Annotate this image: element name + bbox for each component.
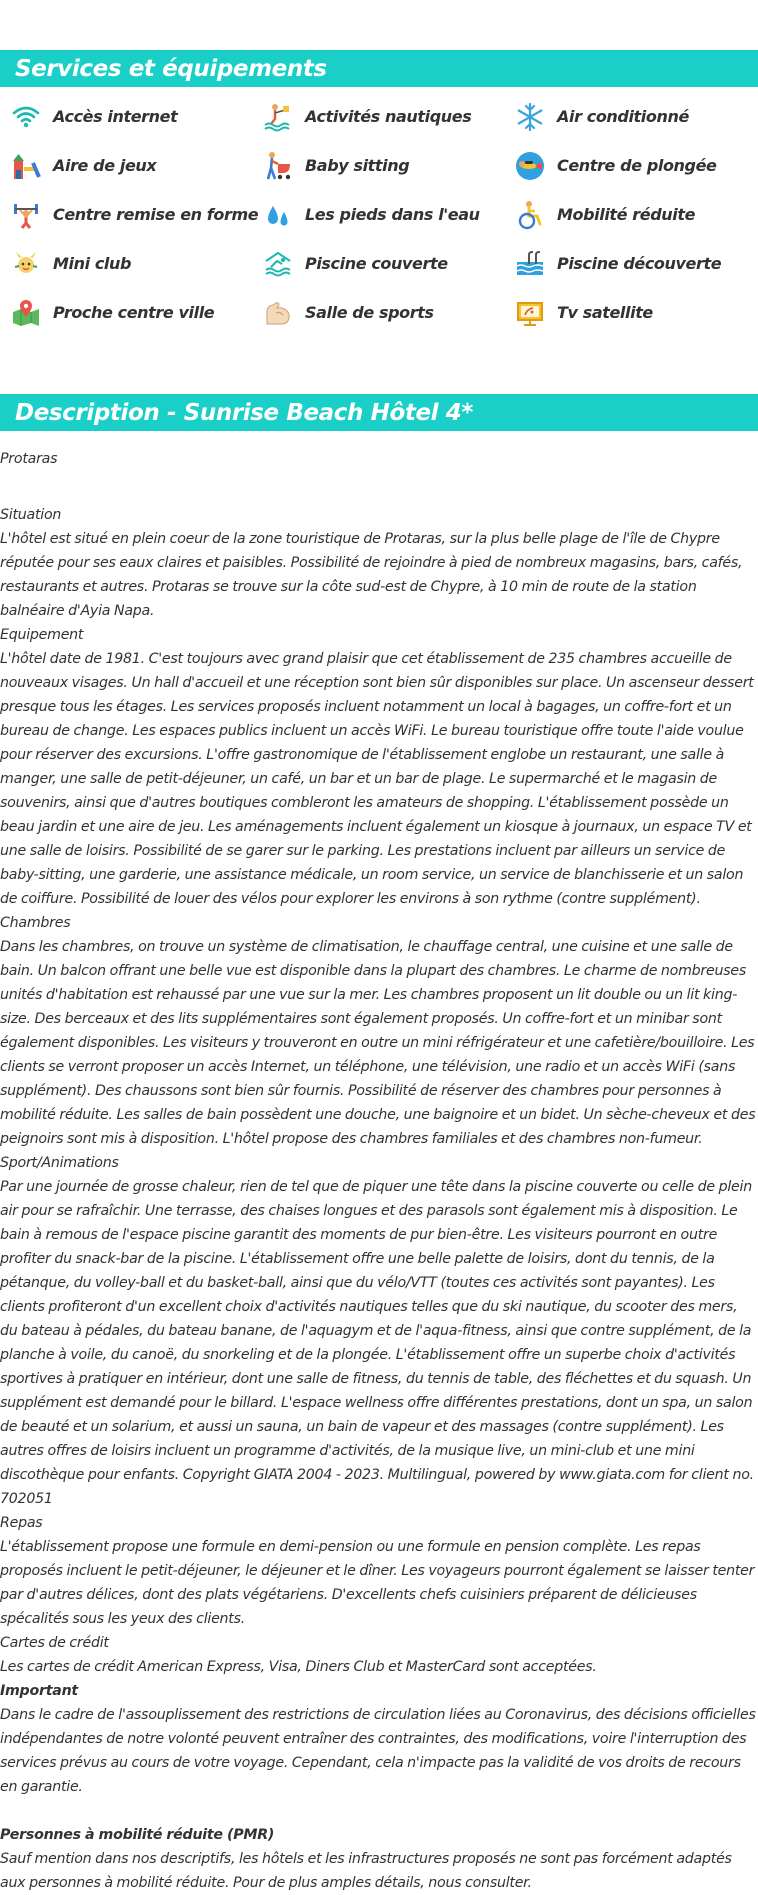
cartes-heading: Cartes de crédit (0, 1635, 109, 1651)
equipement-text: L'hôtel date de 1981. C'est toujours avec grand plaisir que cet établissement de 235 chambres accueille de nouveaux visages. Un hall d'accueil et une réception sont bien sûr disponibles sur place. Un ascenseur dessert presque tous les étages. Les services proposés incluent notamment un local à bagages, un coffre-fort et un bureau de change. Les espaces publics incluent un accès WiFi. Le bureau touristique offre toute l'aide voulue pour réserver des excursions. L'offre gastronomique de l'établissement englobe un restaurant, une salle à manger, une salle de petit-déjeuner, un café, un bar et un bar de plage. Le supermarché et le magasin de souvenirs, ainsi que d'autres boutiques combleront les amateurs de shopping. L'établissement possède un beau jardin et une aire de jeu. Les aménagements incluent également un kiosque à journaux, un espace TV et une salle de loisirs. Possibilité de se garer sur le parking. Les prestations incluent par ailleurs un service de baby-sitting, une garderie, une assistance médicale, un room service, un service de blanchisserie et un salon de coiffure. Possibilité de louer des vélos pour explorer les environs à son rythme (contre supplément). (0, 651, 754, 907)
service-label: Piscine couverte (305, 254, 448, 273)
service-label: Activités nautiques (305, 107, 472, 126)
service-item-mobilite-reduite (504, 197, 758, 232)
service-item-centre-de-plongee (504, 148, 758, 183)
fitness-icon (11, 200, 41, 230)
services-section-title: Services et équipements (0, 50, 758, 87)
repas-text: L'établissement propose une formule en demi-pension ou une formule en pension complète. Les repas proposés incluent le petit-déjeuner, le déjeuner et le dîner. Les voyageurs pourront également se laisser tenter par d'autres délices, dont des plats végétariens. D'excellents chefs cuisiniers préparent de délicieuses spécalités sous les yeux des clients. (0, 1539, 755, 1627)
situation-heading: Situation (0, 507, 62, 523)
situation-text: L'hôtel est situé en plein coeur de la zone touristique de Protaras, sur la plus belle plage de l'île de Chypre réputée pour ses eaux claires et paisibles. Possibilité de rejoindre à pied de nombreux magasins, bars, cafés, restaurants et autres. Protaras se trouve sur la côte sud-est de Chypre, à 10 min de route de la station balnéaire d'Ayia Napa. (0, 531, 743, 619)
location-text: Protaras (0, 451, 58, 467)
service-label: Tv satellite (557, 303, 653, 322)
wheelchair-icon (515, 200, 545, 230)
service-item-baby-sitting (252, 148, 504, 183)
service-item-air-conditionne (504, 99, 758, 134)
service-label: Mobilité réduite (557, 205, 696, 224)
important-heading: Important (0, 1683, 78, 1699)
water-activities-icon (263, 102, 293, 132)
service-item-aire-de-jeux (0, 148, 252, 183)
pmr-text: Sauf mention dans nos descriptifs, les hôtels et les infrastructures proposés ne sont pas forcément adaptés aux personnes à mobilité réduite. Pour de plus amples détails, nous consulter. (0, 1851, 732, 1891)
service-item-centre-remise-en-forme (0, 197, 259, 232)
service-label: Salle de sports (305, 303, 434, 322)
services-grid (0, 87, 758, 352)
description-body (0, 431, 758, 1895)
chambres-text: Dans les chambres, on trouve un système de climatisation, le chauffage central, une cuisine et une salle de bain. Un balcon offrant une belle vue est disponible dans la plupart des chambres. Le charme de nombreuses unités d'habitation est rehaussé par une vue sur la mer. Les chambres proposent un lit double ou un lit king-size. Des berceaux et des lits supplémentaires sont également proposés. Un coffre-fort et un minibar sont également disponibles. Les visiteurs y trouveront en outre un mini réfrigérateur et une cafetière/bouilloire. Les clients se verront proposer un accès Internet, un téléphone, une télévision, une radio et un accès WiFi (sans supplément). Des chaussons sont bien sûr fournis. Possibilité de réserver des chambres pour personnes à mobilité réduite. Les salles de bain possèdent une douche, une baignoire et un bidet. Un sèche-cheveux et des peignoirs sont mis à disposition. L'hôtel propose des chambres familiales et des chambres non-fumeur. (0, 939, 756, 1147)
map-pin-icon (11, 298, 41, 328)
service-label: Aire de jeux (53, 156, 157, 175)
outdoor-pool-icon (515, 249, 545, 279)
service-item-piscine-decouverte (504, 246, 758, 281)
spacer (0, 1799, 758, 1823)
tv-satellite-icon (515, 298, 545, 328)
service-item-acces-internet (0, 99, 252, 134)
chambres-heading: Chambres (0, 915, 71, 931)
service-item-tv-satellite (504, 295, 758, 330)
service-label: Proche centre ville (53, 303, 215, 322)
service-label: Air conditionné (557, 107, 689, 126)
spacer (0, 471, 758, 503)
service-label: Baby sitting (305, 156, 410, 175)
pmr-heading: Personnes à mobilité réduite (PMR) (0, 1827, 275, 1843)
service-label: Les pieds dans l'eau (305, 205, 480, 224)
diving-icon (515, 151, 545, 181)
service-label: Piscine découverte (557, 254, 722, 273)
service-item-salle-de-sports (252, 295, 504, 330)
equipement-heading: Equipement (0, 627, 84, 643)
stroller-icon (263, 151, 293, 181)
wifi-icon (11, 102, 41, 132)
cartes-text: Les cartes de crédit American Express, Visa, Diners Club et MasterCard sont acceptées. (0, 1659, 597, 1675)
mini-club-icon (11, 249, 41, 279)
gym-arm-icon (263, 298, 293, 328)
important-text: Dans le cadre de l'assouplissement des restrictions de circulation liées au Coronavirus, des décisions officielles indépendantes de notre volonté peuvent entraîner des contraintes, des modifications, voire l'interruption des services prévus au cours de votre voyage. Cependant, cela n'impacte pas la validité de vos droits de recours en garantie. (0, 1707, 756, 1795)
service-item-mini-club (0, 246, 252, 281)
water-drops-icon (263, 200, 293, 230)
playground-icon (11, 151, 41, 181)
service-label: Mini club (53, 254, 132, 273)
repas-heading: Repas (0, 1515, 43, 1531)
sport-heading: Sport/Animations (0, 1155, 119, 1171)
indoor-pool-icon (263, 249, 293, 279)
service-item-les-pieds-dans-l-eau (252, 197, 504, 232)
service-item-activites-nautiques (252, 99, 504, 134)
sport-text: Par une journée de grosse chaleur, rien de tel que de piquer une tête dans la piscine couverte ou celle de plein air pour se rafraîchir. Une terrasse, des chaises longues et des parasols sont également mis à disposition. Le bain à remous de l'espace piscine garantit des moments de pur bien-être. Les visiteurs pourront en outre profiter du snack-bar de la piscine. L'établissement offre une belle palette de loisirs, dont du tennis, de la pétanque, du volley-ball et du basket-ball, ainsi que du vélo/VTT (toutes ces activités sont payantes). Les clients profiteront d'un excellent choix d'activités nautiques telles que du ski nautique, du scooter des mers, du bateau à pédales, du bateau banane, de l'aquagym et de l'aqua-fitness, ainsi que contre supplément, de la planche à voile, du canoë, du snorkeling et de la plongée. L'établissement offre un superbe choix d'activités sportives à pratiquer en intérieur, dont une salle de fitness, du tennis de table, des fléchettes et du squash. Un supplément est demandé pour le billard. L'espace wellness offre différentes prestations, dont un spa, un salon de beauté et un solarium, et aussi un sauna, un bain de vapeur et des massages (contre supplément). Les autres offres de loisirs incluent un programme d'activités, de la musique live, un mini-club et une mini discothèque pour enfants. Copyright GIATA 2004 - 2023. Multilingual, powered by www.giata.com for client no. 702051 (0, 1179, 754, 1507)
snowflake-icon (515, 102, 545, 132)
service-label: Centre de plongée (557, 156, 717, 175)
service-label: Centre remise en forme (53, 205, 259, 224)
service-item-piscine-couverte (252, 246, 504, 281)
service-label: Accès internet (53, 107, 178, 126)
service-item-proche-centre-ville (0, 295, 252, 330)
description-section-title: Description - Sunrise Beach Hôtel 4* (0, 394, 758, 431)
